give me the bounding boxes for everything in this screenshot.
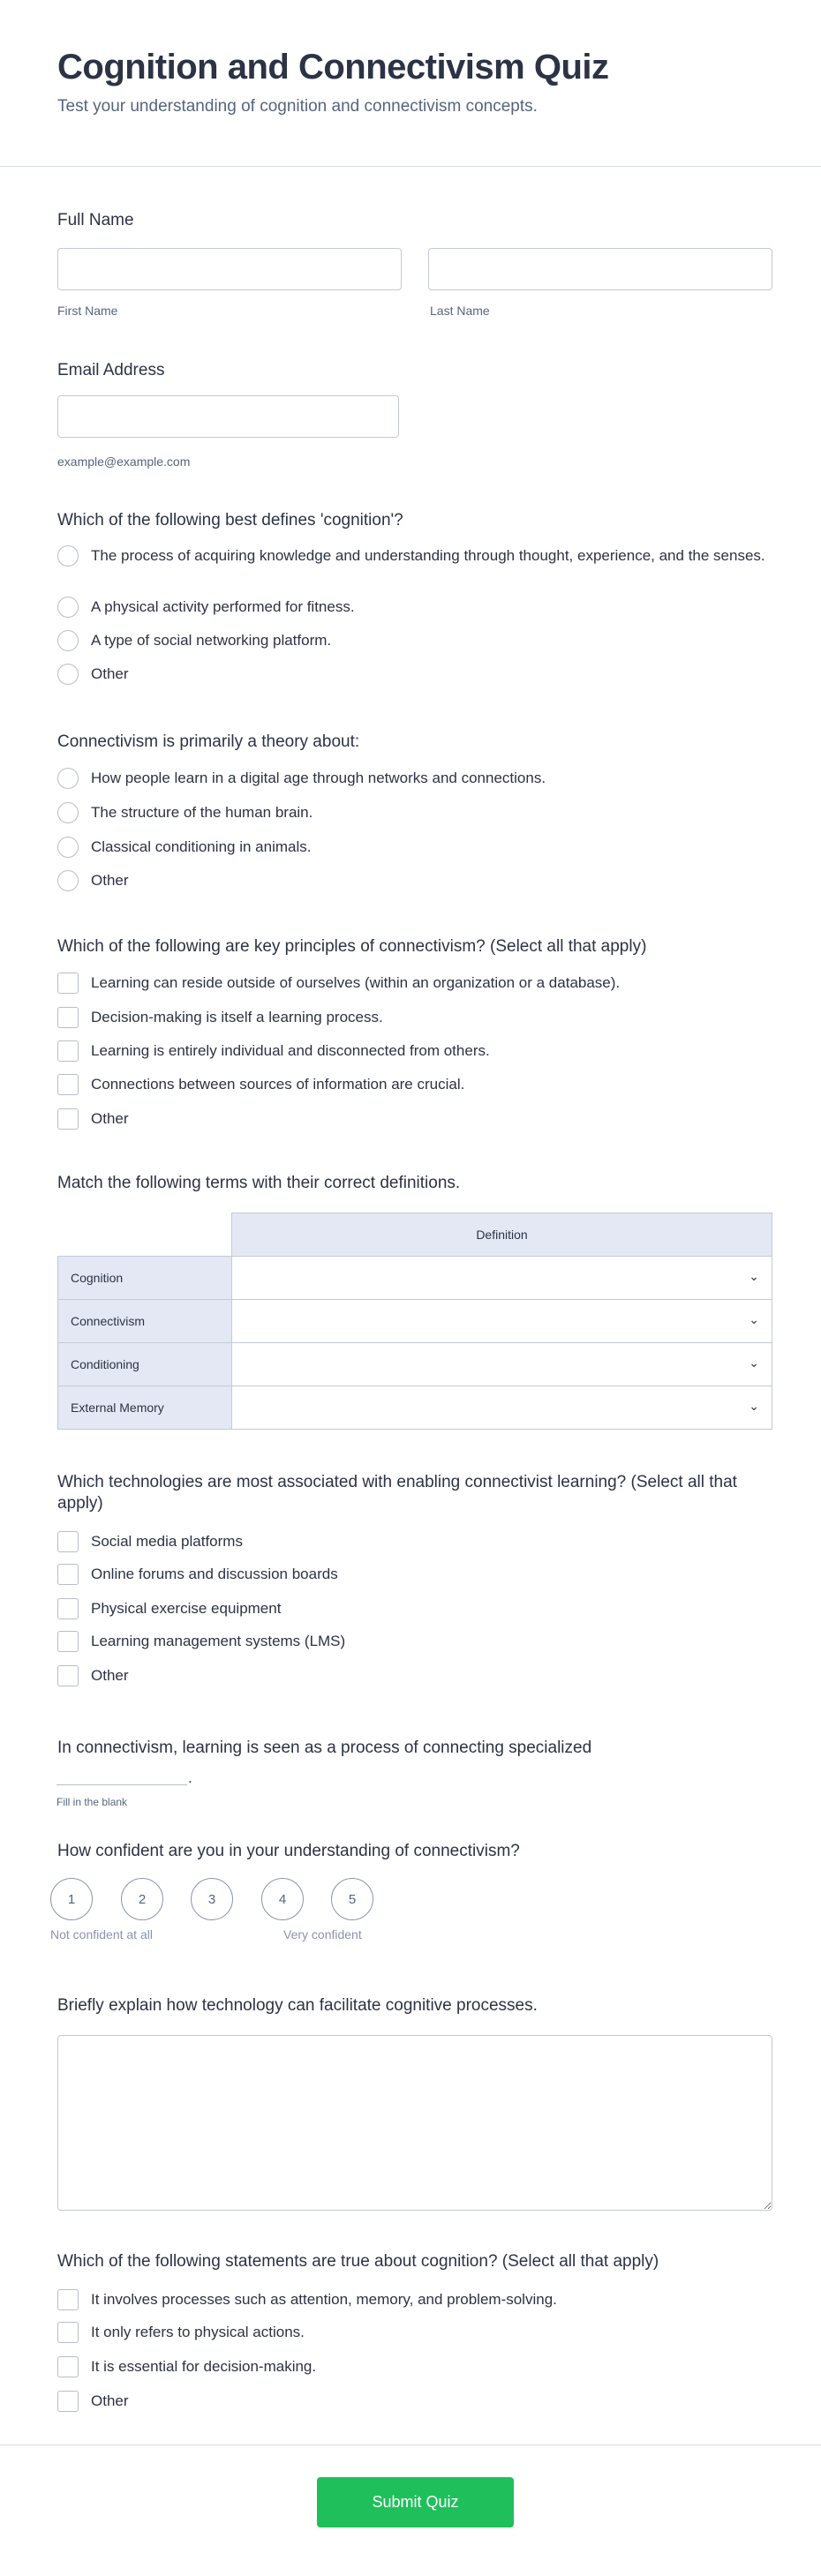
option-label: Physical exercise equipment <box>91 1600 282 1617</box>
q2-option[interactable] <box>57 769 772 789</box>
term-cell: Conditioning <box>58 1343 232 1386</box>
q4-label: Match the following terms with their correct definitions. <box>57 1174 461 1192</box>
option-label: Decision-making is itself a learning process. <box>91 1009 383 1025</box>
definition-select[interactable] <box>232 1300 772 1343</box>
checkbox[interactable] <box>57 1040 79 1062</box>
page-title: Cognition and Connectivism Quiz <box>57 48 609 86</box>
q5-option[interactable] <box>57 1599 772 1619</box>
q2-option[interactable] <box>57 803 772 823</box>
q3-option[interactable] <box>57 1075 772 1095</box>
radio-button[interactable] <box>57 664 79 685</box>
option-label: A physical activity performed for fitness. <box>91 598 355 615</box>
table-row <box>58 1343 772 1386</box>
checkbox[interactable] <box>57 2322 79 2343</box>
option-label: Connections between sources of information are crucial. <box>91 1076 465 1093</box>
chevron-down-icon: ⌄ <box>749 1312 759 1326</box>
chevron-down-icon: ⌄ <box>749 1399 759 1413</box>
definition-select[interactable] <box>232 1343 772 1386</box>
first-name-sublabel: First Name <box>57 304 118 318</box>
option-label: Learning can reside outside of ourselves (within an organization or a database). <box>91 974 621 991</box>
submit-button[interactable]: Submit Quiz <box>317 2477 514 2527</box>
option-label: A type of social networking platform. <box>91 632 332 649</box>
definition-header: Definition <box>232 1213 772 1257</box>
checkbox[interactable] <box>57 2391 79 2412</box>
q5-option[interactable] <box>57 1632 772 1652</box>
scale-low-label: Not confident at all <box>50 1927 153 1941</box>
definition-select[interactable] <box>232 1386 772 1430</box>
option-label: Other <box>91 2392 129 2409</box>
option-label: Other <box>91 665 129 682</box>
email-label: Email Address <box>57 361 165 379</box>
radio-button[interactable] <box>57 802 79 823</box>
checkbox[interactable] <box>57 1531 79 1552</box>
q6-label: In connectivism, learning is seen as a process of connecting specialized <box>57 1739 592 1757</box>
fill-blank-sublabel: Fill in the blank <box>56 1796 128 1808</box>
q8-label: Briefly explain how technology can facilitate cognitive processes. <box>57 1996 538 2015</box>
option-label: The structure of the human brain. <box>91 804 313 821</box>
scale-option-3[interactable]: 3 <box>191 1878 233 1920</box>
q9-option[interactable] <box>57 2323 772 2343</box>
option-label: It is essential for decision-making. <box>91 2358 317 2375</box>
option-label: Other <box>91 872 129 889</box>
checkbox[interactable] <box>57 1007 79 1028</box>
q3-option[interactable] <box>57 1041 772 1062</box>
checkbox[interactable] <box>57 1074 79 1095</box>
radio-button[interactable] <box>57 630 79 651</box>
checkbox[interactable] <box>57 1108 79 1130</box>
option-label: How people learn in a digital age through networks and connections. <box>91 770 546 786</box>
fill-blank-input[interactable] <box>56 1765 187 1785</box>
empty-header <box>58 1213 232 1257</box>
q3-option[interactable] <box>57 973 772 994</box>
option-label: Learning management systems (LMS) <box>91 1633 346 1649</box>
checkbox[interactable] <box>57 1665 79 1686</box>
q1-label: Which of the following best defines 'cognition'? <box>57 511 403 529</box>
fill-blank-period: . <box>188 1769 192 1786</box>
q9-option[interactable] <box>57 2290 772 2310</box>
checkbox[interactable] <box>57 1631 79 1652</box>
q3-option[interactable] <box>57 1109 772 1130</box>
last-name-sublabel: Last Name <box>430 304 490 318</box>
q5-label: Which technologies are most associated with enabling connectivist learning? (Select all that apply) <box>57 1473 737 1513</box>
first-name-input[interactable] <box>57 248 402 290</box>
radio-button[interactable] <box>57 597 79 618</box>
term-cell: Connectivism <box>58 1300 232 1343</box>
page-subtitle: Test your understanding of cognition and connectivism concepts. <box>57 97 538 116</box>
full-name-label: Full Name <box>57 211 134 229</box>
q9-option[interactable] <box>57 2357 772 2377</box>
q3-label: Which of the following are key principles of connectivism? (Select all that apply) <box>57 937 647 956</box>
option-label: Other <box>91 1667 129 1684</box>
table-row <box>58 1257 772 1300</box>
email-input[interactable] <box>57 395 399 438</box>
option-label: Classical conditioning in animals. <box>91 838 312 855</box>
q5-option[interactable] <box>57 1666 772 1686</box>
q9-label: Which of the following statements are true about cognition? (Select all that apply) <box>57 2252 659 2271</box>
term-cell: External Memory <box>58 1386 232 1430</box>
q2-option[interactable] <box>57 837 772 858</box>
explanation-textarea[interactable] <box>57 2035 772 2211</box>
q5-option[interactable] <box>57 1532 772 1552</box>
option-label: The process of acquiring knowledge and understanding through thought, experience, and the senses. <box>91 547 765 564</box>
term-cell: Cognition <box>58 1257 232 1300</box>
q1-option[interactable] <box>57 665 772 685</box>
checkbox[interactable] <box>57 1564 79 1585</box>
scale-option-2[interactable]: 2 <box>121 1878 163 1920</box>
option-label: Learning is entirely individual and disconnected from others. <box>91 1042 490 1059</box>
email-sublabel: example@example.com <box>57 454 191 469</box>
q1-option[interactable] <box>57 631 772 651</box>
chevron-down-icon: ⌄ <box>749 1269 759 1283</box>
q9-option[interactable] <box>57 2392 772 2412</box>
checkbox[interactable] <box>57 2289 79 2310</box>
q7-label: How confident are you in your understanding of connectivism? <box>57 1842 520 1860</box>
scale-option-5[interactable]: 5 <box>331 1878 373 1920</box>
q5-option[interactable] <box>57 1565 772 1585</box>
checkbox[interactable] <box>57 2356 79 2377</box>
matching-table <box>57 1213 772 1430</box>
q2-option[interactable] <box>57 871 772 891</box>
option-label: Social media platforms <box>91 1533 243 1550</box>
table-row <box>58 1300 772 1343</box>
radio-button[interactable] <box>57 870 79 891</box>
definition-select[interactable] <box>232 1257 772 1300</box>
chevron-down-icon: ⌄ <box>749 1356 759 1370</box>
checkbox[interactable] <box>57 973 79 994</box>
option-label: It only refers to physical actions. <box>91 2324 305 2340</box>
q2-label: Connectivism is primarily a theory about: <box>57 732 360 751</box>
radio-button[interactable] <box>57 545 79 567</box>
q1-option[interactable] <box>57 546 772 567</box>
table-row <box>58 1386 772 1430</box>
last-name-input[interactable] <box>428 248 772 290</box>
q3-option[interactable] <box>57 1008 772 1028</box>
scale-option-1[interactable]: 1 <box>50 1878 93 1920</box>
header-divider <box>0 166 821 167</box>
radio-button[interactable] <box>57 768 79 789</box>
option-label: Online forums and discussion boards <box>91 1566 338 1582</box>
radio-button[interactable] <box>57 837 79 858</box>
option-label: Other <box>91 1110 129 1127</box>
checkbox[interactable] <box>57 1598 79 1619</box>
option-label: It involves processes such as attention, memory, and problem-solving. <box>91 2291 557 2308</box>
q1-option[interactable] <box>57 597 772 618</box>
scale-high-label: Very confident <box>283 1927 362 1941</box>
scale-option-4[interactable]: 4 <box>261 1878 304 1920</box>
